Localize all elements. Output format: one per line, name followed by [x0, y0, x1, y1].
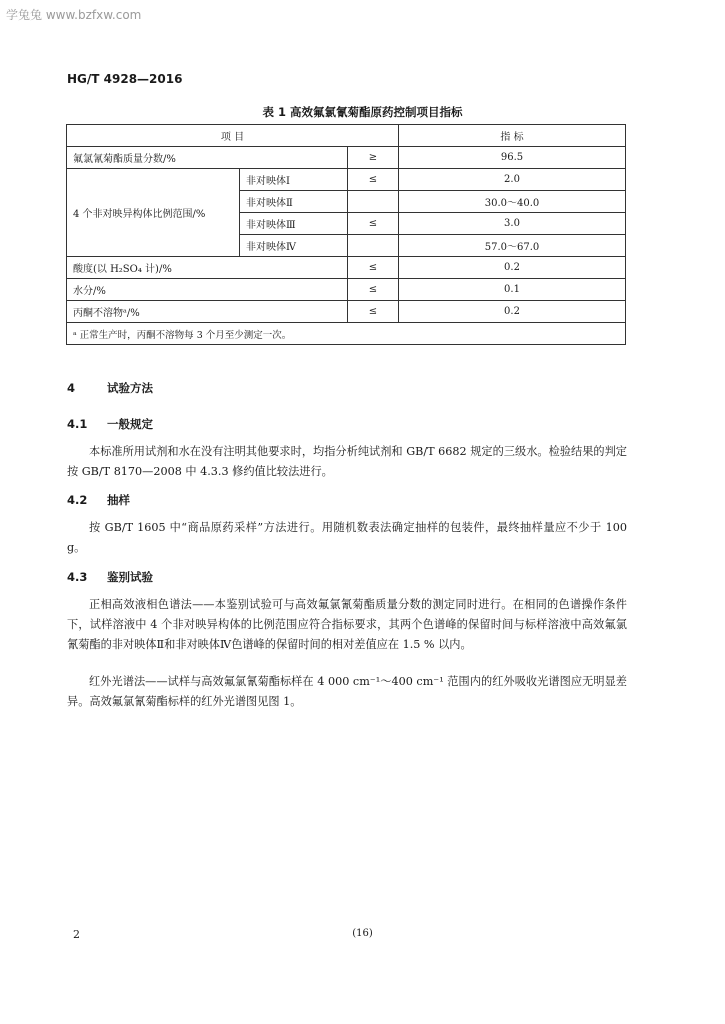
row-relation: ≥: [348, 147, 399, 169]
section-number: 4: [67, 381, 76, 395]
row-relation: ≤: [348, 279, 399, 301]
table-row: [67, 301, 626, 323]
row-item: 丙酮不溶物ᵃ/%: [67, 301, 348, 323]
watermark: 学兔兔 www.bzfxw.com: [6, 8, 142, 22]
row-relation: [348, 191, 399, 213]
row-subitem: 非对映体Ⅲ: [240, 213, 348, 235]
section-title: 试验方法: [107, 381, 153, 395]
row-relation: ≤: [348, 169, 399, 191]
section-number: 4.1: [67, 417, 88, 431]
header-spec: 指 标: [399, 125, 626, 147]
row-subitem: 非对映体Ⅰ: [240, 169, 348, 191]
row-subitem: 非对映体Ⅳ: [240, 235, 348, 257]
row-relation: [348, 235, 399, 257]
row-relation: ≤: [348, 213, 399, 235]
section-4-3-text-2: 红外光谱法——试样与高效氟氯氰菊酯标样在 4 000 cm⁻¹～400 cm⁻¹ 范围内的红外吸收光谱图应无明显差异。高效氟氯氰菊酯标样的红外光谱图见图 1。: [67, 675, 627, 708]
row-item: 氟氯氰菊酯质量分数/%: [67, 147, 348, 169]
page-reference: (16): [352, 928, 373, 939]
header-item: 项 目: [67, 125, 399, 147]
section-heading-4-1: [67, 416, 153, 432]
table-row: [67, 147, 626, 169]
row-item: 4 个非对映异构体比例范围/%: [67, 169, 240, 257]
section-heading-4-3: [67, 569, 153, 585]
row-value: 2.0: [399, 169, 626, 191]
section-title: 鉴别试验: [107, 570, 153, 584]
table-row: [67, 257, 626, 279]
row-value: 30.0～40.0: [399, 191, 626, 213]
row-relation: ≤: [348, 301, 399, 323]
section-title: 抽样: [107, 493, 130, 507]
section-number: 4.3: [67, 570, 88, 584]
page-number: 2: [73, 928, 80, 941]
table-row: [67, 279, 626, 301]
section-title: 一般规定: [107, 417, 153, 431]
section-4-1-text: 本标准所用试剂和水在没有注明其他要求时，均指分析纯试剂和 GB/T 6682 规定的三级水。检验结果的判定按 GB/T 8170—2008 中 4.3.3 修约值比较法进行。: [67, 445, 627, 478]
row-item: 水分/%: [67, 279, 348, 301]
section-4-2-text: 按 GB/T 1605 中“商品原药采样”方法进行。用随机数表法确定抽样的包装件，最终抽样量应不少于 100 g。: [67, 521, 627, 554]
spec-table: [66, 124, 626, 345]
section-number: 4.2: [67, 493, 88, 507]
row-value: 0.2: [399, 301, 626, 323]
table-footnote: ᵃ 正常生产时，丙酮不溶物每 3 个月至少测定一次。: [67, 323, 626, 345]
row-value: 0.2: [399, 257, 626, 279]
standard-code: HG/T 4928—2016: [67, 72, 183, 86]
row-value: 0.1: [399, 279, 626, 301]
row-value: 96.5: [399, 147, 626, 169]
section-heading-4-2: [67, 492, 130, 508]
row-value: 57.0～67.0: [399, 235, 626, 257]
section-4-3-text-1: 正相高效液相色谱法——本鉴别试验可与高效氟氯氰菊酯质量分数的测定同时进行。在相同的色谱操作条件下，试样溶液中 4 个非对映异构体的比例范围应符合指标要求，其两个色谱峰的保留时间与标样溶液中高效氟氯氰菊酯的非对映体Ⅱ和非对映体Ⅳ色谱峰的保留时间的相对差值应在 1.5 % 以内。: [67, 598, 627, 651]
row-item: 酸度(以 H₂SO₄ 计)/%: [67, 257, 348, 279]
section-heading-4: [67, 380, 153, 396]
row-relation: ≤: [348, 257, 399, 279]
table-row: [67, 169, 626, 191]
row-subitem: 非对映体Ⅱ: [240, 191, 348, 213]
table-title: 表 1 高效氟氯氰菊酯原药控制项目指标: [262, 105, 463, 119]
row-value: 3.0: [399, 213, 626, 235]
table-header-row: [67, 125, 626, 147]
table-footnote-row: [67, 323, 626, 345]
